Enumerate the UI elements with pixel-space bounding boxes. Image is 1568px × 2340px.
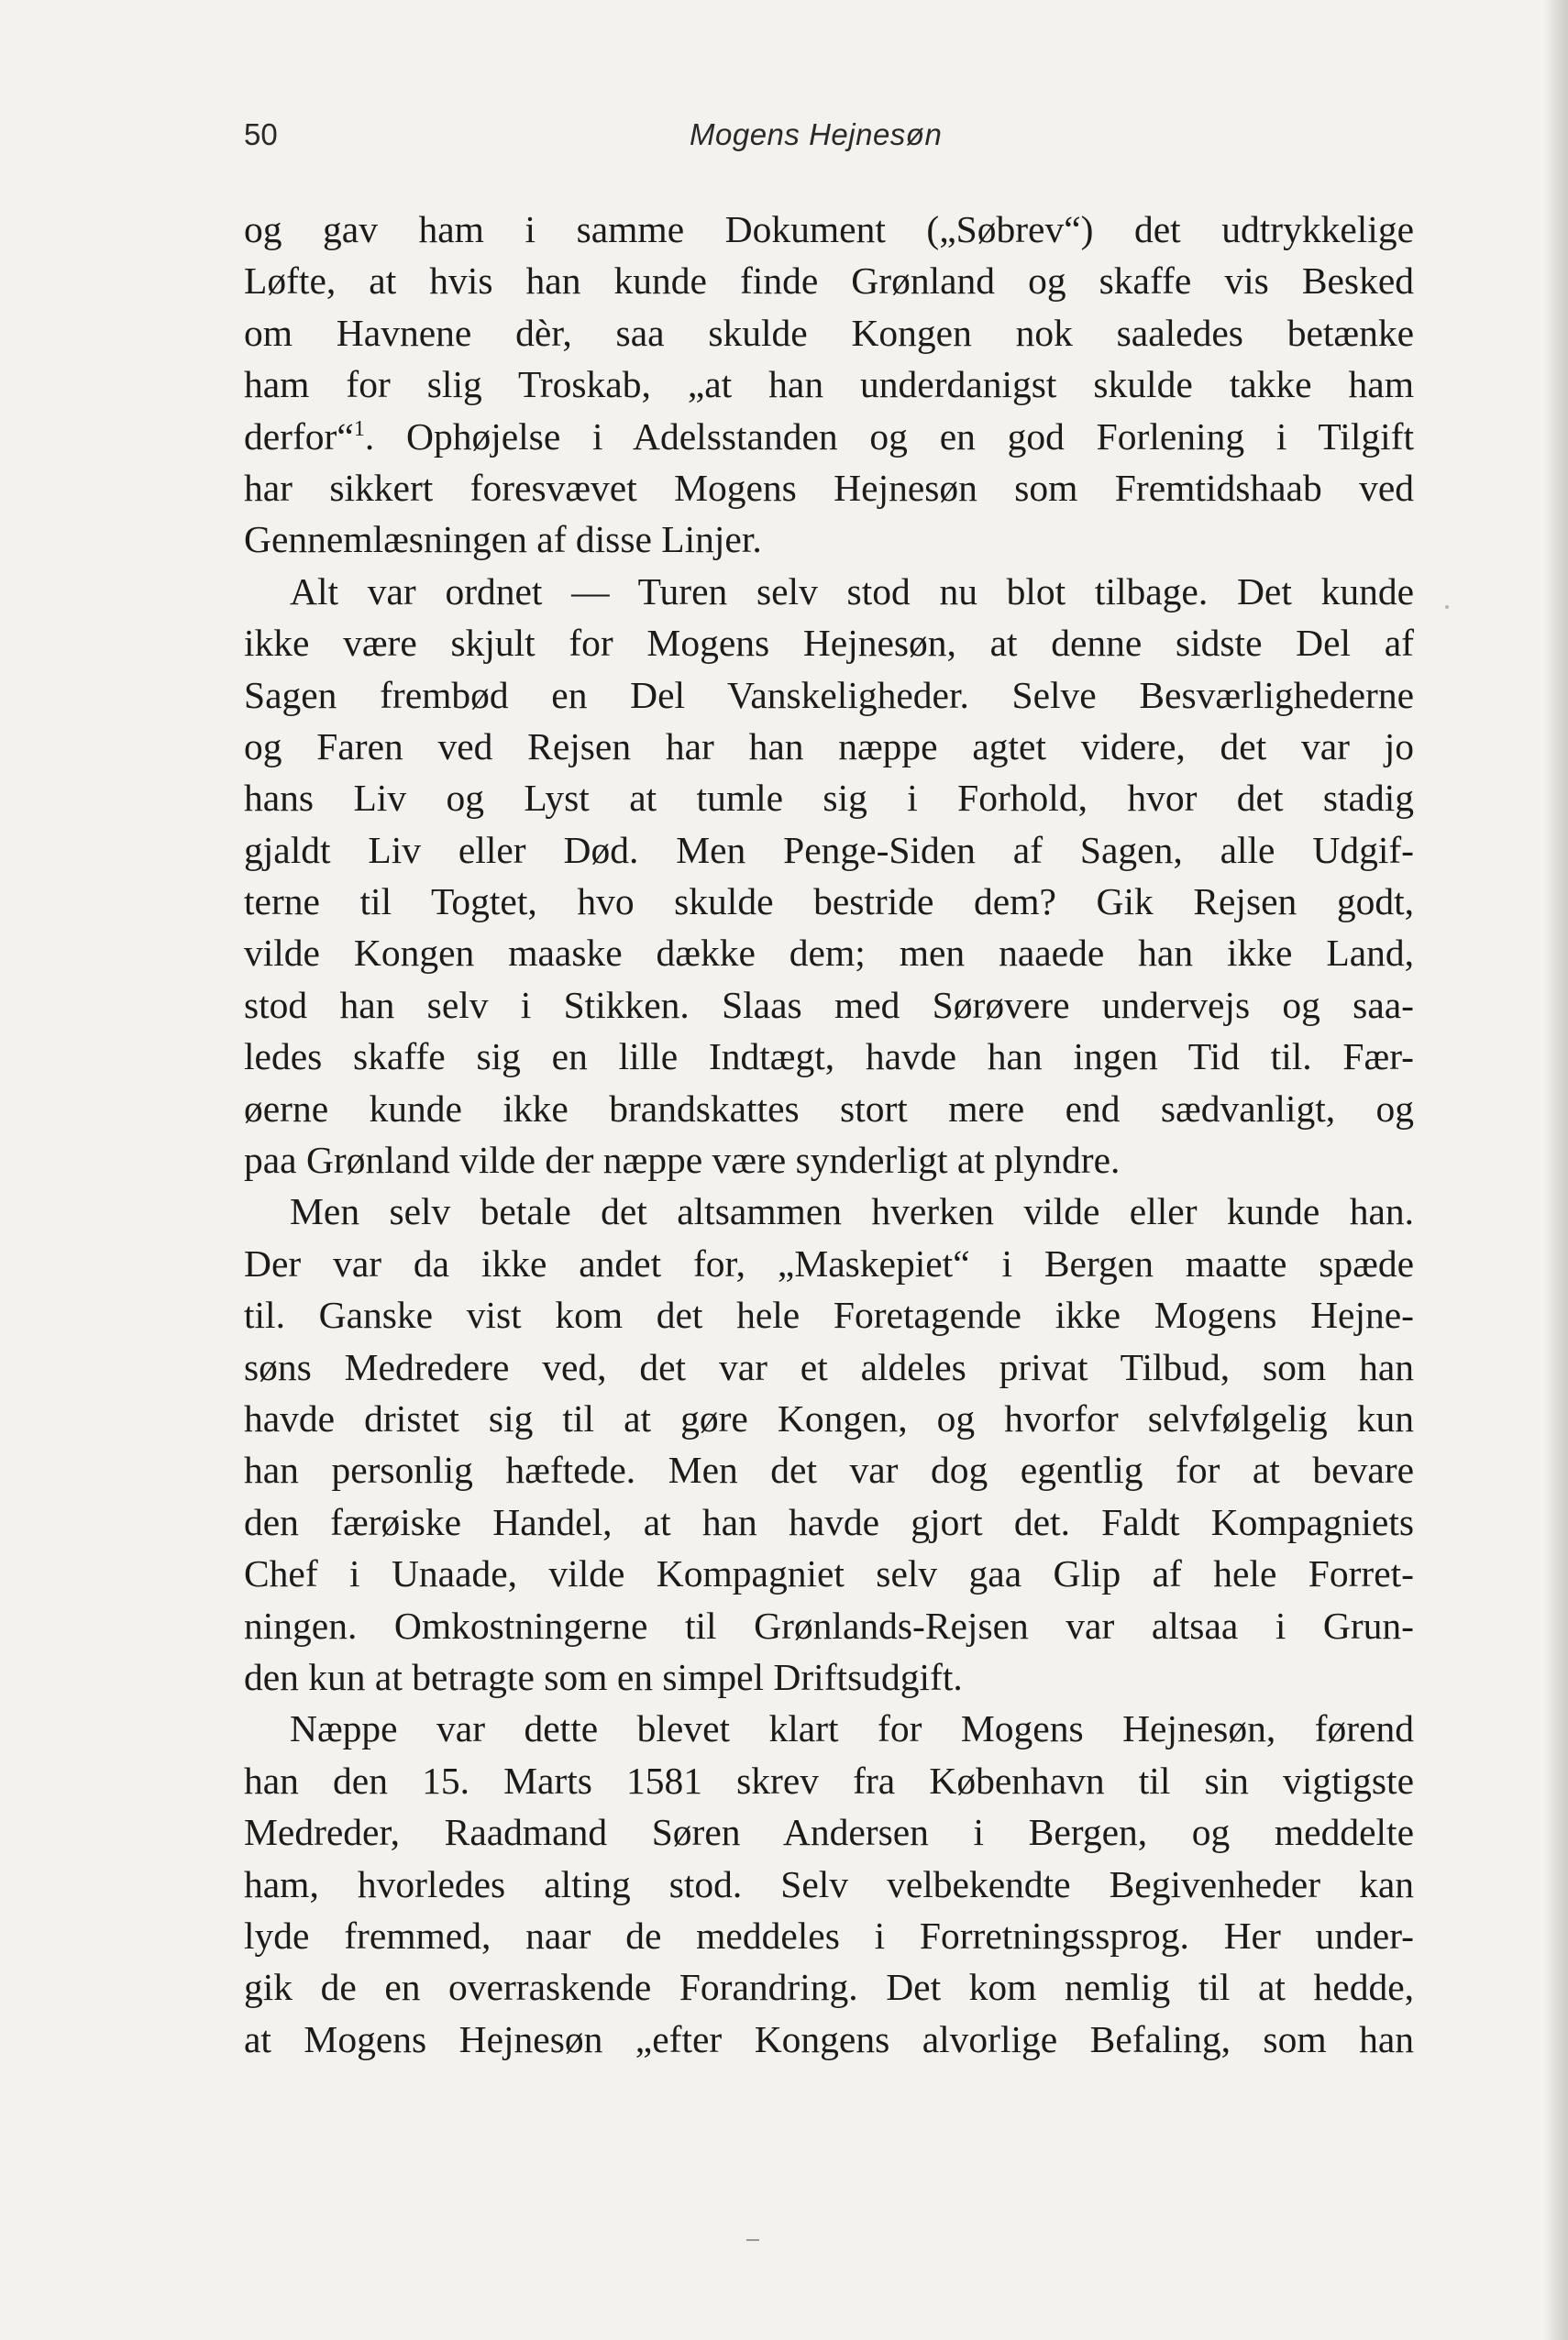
text-line: og Faren ved Rejsen har han næppe agtet videre, det var jo: [244, 724, 1414, 767]
text-line: ham for slig Troskab, „at han underdanigst skulde takke ham: [244, 363, 1414, 406]
text-line: den kun at betragte som en simpel Driftsudgift.: [244, 1655, 963, 1698]
text-line: og gav ham i samme Dokument („Søbrev“) det udtrykkelige: [244, 208, 1414, 250]
text-line: han personlig hæftede. Men det var dog egentlig for at bevare: [244, 1449, 1414, 1492]
text-line: Løfte, at hvis han kunde finde Grønland og skaffe vis Besked: [244, 259, 1414, 303]
footnote-marker: 1: [353, 416, 365, 441]
text-line: han den 15. Marts 1581 skrev fra København til sin vigtigste: [244, 1759, 1414, 1802]
paragraph-first-line: Næppe var dette blevet klart for Mogens Hejnesøn, førend: [290, 1707, 1414, 1750]
text-line: Medreder, Raadmand Søren Andersen i Bergen, og meddelte: [244, 1811, 1414, 1854]
text-line-with-footnote: [244, 411, 1414, 462]
text-line: har sikkert foresvævet Mogens Hejnesøn som Fremtidshaab ved: [244, 466, 1414, 509]
text-line: Gennemlæsningen af disse Linjer.: [244, 518, 762, 561]
text-line: ledes skaffe sig en lille Indtægt, havde han ingen Tid til. Fær-: [244, 1035, 1414, 1078]
text-line: øerne kunde ikke brandskattes stort mere end sædvanligt, og: [244, 1087, 1414, 1130]
text-line: om Havnene dèr, saa skulde Kongen nok saaledes betænke: [244, 311, 1414, 354]
text-line: hans Liv og Lyst at tumle sig i Forhold, hvor det stadig: [244, 777, 1414, 820]
text-line: lyde fremmed, naar de meddeles i Forretningssprog. Her under-: [244, 1914, 1414, 1957]
text-line: søns Medredere ved, det var et aldeles privat Tilbud, som han: [244, 1345, 1414, 1388]
text-line: Der var da ikke andet for, „Maskepiet“ i Bergen maatte spæde: [244, 1242, 1414, 1285]
body-text: [244, 204, 1414, 2065]
text-line: Chef i Unaade, vilde Kompagniet selv gaa Glip af hele Forret-: [244, 1552, 1414, 1595]
footer-dash-mark: [746, 2239, 759, 2241]
text-fragment: derfor“: [244, 414, 354, 458]
text-line: gik de en overraskende Forandring. Det kom nemlig til at hedde,: [244, 1966, 1414, 2009]
text-line: paa Grønland vilde der næppe være synderligt at plyndre.: [244, 1139, 1121, 1182]
page-number: 50: [244, 117, 278, 151]
text-line: vilde Kongen maaske dække dem; men naaede han ikke Land,: [244, 932, 1414, 975]
text-line: til. Ganske vist kom det hele Foretagende ikke Mogens Hejne-: [244, 1294, 1414, 1337]
paragraph-first-line: Alt var ordnet — Turen selv stod nu blot tilbage. Det kunde: [290, 569, 1414, 613]
text-line: ikke være skjult for Mogens Hejnesøn, at denne sidste Del af: [244, 622, 1414, 665]
paper-speck: [1445, 605, 1449, 609]
text-line: at Mogens Hejnesøn „efter Kongens alvorlige Befaling, som han: [244, 2017, 1414, 2060]
text-line: ham, hvorledes alting stod. Selv velbekendte Begivenheder kan: [244, 1862, 1414, 1905]
text-line: Sagen frembød en Del Vanskeligheder. Selve Besværlighederne: [244, 673, 1414, 716]
text-line: ningen. Omkostningerne til Grønlands-Rejsen var altsaa i Grun-: [244, 1604, 1414, 1647]
running-head: [244, 117, 1271, 163]
paragraph-first-line: Men selv betale det altsammen hverken vilde eller kunde han.: [290, 1190, 1414, 1233]
text-line: den færøiske Handel, at han havde gjort det. Faldt Kompagniets: [244, 1500, 1414, 1543]
text-line: stod han selv i Stikken. Slaas med Sørøvere undervejs og saa-: [244, 983, 1414, 1026]
running-title: Mogens Hejnesøn: [690, 117, 943, 151]
text-line: terne til Togtet, hvo skulde bestride dem? Gik Rejsen godt,: [244, 880, 1414, 923]
page-edge-shadow: [1544, 0, 1568, 2340]
text-fragment: . Ophøjelse i Adelsstanden og en god Forlening i Tilgift: [364, 414, 1414, 458]
text-line: gjaldt Liv eller Død. Men Penge-Siden af Sagen, alle Udgif-: [244, 828, 1414, 871]
text-line: havde dristet sig til at gøre Kongen, og hvorfor selvfølgelig kun: [244, 1396, 1414, 1440]
